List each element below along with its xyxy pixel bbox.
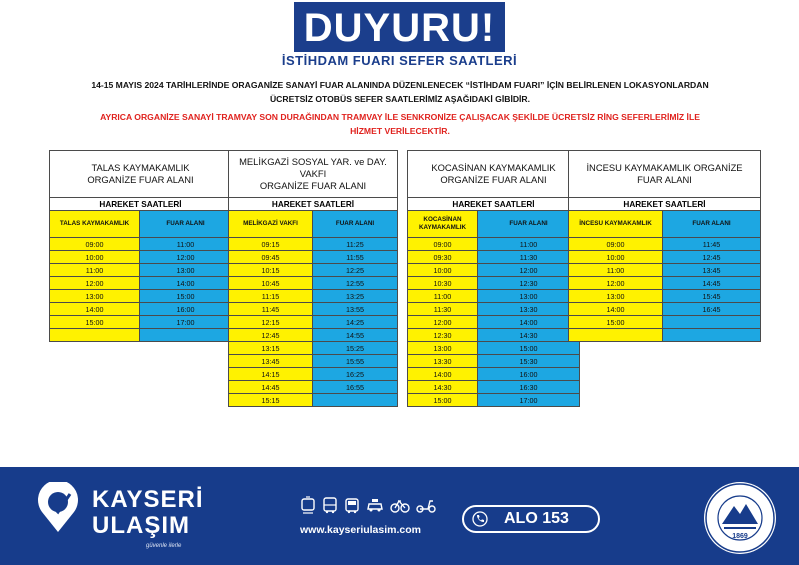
return-time: 14:00 — [478, 316, 580, 329]
table-row — [229, 303, 398, 316]
departure-time: 14:00 — [50, 303, 140, 316]
table-title — [569, 151, 761, 198]
table-title-line: TALAS KAYMAKAMLIK — [91, 162, 190, 173]
table-title — [408, 151, 580, 198]
table-row — [569, 264, 761, 277]
table-title-line: MELİKGAZİ SOSYAL YAR. ve DAY. — [239, 156, 387, 167]
departure-time: 14:00 — [408, 368, 478, 381]
departure-time: 13:00 — [50, 290, 140, 303]
table-row — [50, 238, 232, 251]
table-row — [229, 329, 398, 342]
table-row — [50, 329, 232, 342]
departure-times-heading: HAREKET SAATLERİ — [408, 198, 580, 211]
logo-text-ulasim: ULAŞIM — [92, 512, 190, 539]
return-time: 13:25 — [313, 290, 398, 303]
return-time: 17:00 — [140, 316, 232, 329]
table-row — [408, 381, 580, 394]
column-header-destination: FUAR ALANI — [140, 211, 232, 238]
return-time — [663, 316, 761, 329]
location-pin-logo-icon — [36, 482, 80, 534]
table-row — [408, 277, 580, 290]
table-row — [569, 277, 761, 290]
bus-icon — [344, 496, 360, 514]
table-row — [569, 329, 761, 342]
return-time: 11:00 — [140, 238, 232, 251]
return-time: 13:00 — [478, 290, 580, 303]
departure-time: 12:00 — [50, 277, 140, 290]
column-header-origin: MELİKGAZİ VAKFI — [229, 211, 313, 238]
table-row — [229, 394, 398, 407]
table-row — [408, 251, 580, 264]
table-row — [408, 303, 580, 316]
return-time — [663, 329, 761, 342]
departure-time: 10:00 — [408, 264, 478, 277]
return-time: 16:55 — [313, 381, 398, 394]
table-row — [229, 251, 398, 264]
intro-text — [20, 78, 780, 106]
departure-time: 12:15 — [229, 316, 313, 329]
table-title-line: ORGANİZE FUAR ALANI — [440, 174, 547, 185]
return-time: 16:45 — [663, 303, 761, 316]
notice-line-1: AYRICA ORGANİZE SANAYİ TRAMVAY SON DURAĞINDAN TRAMVAY İLE SENKRONİZE ÇALIŞACAK ŞEKİLDE ÜCRETSİZ RİNG SEFERLERİMİZ İLE — [100, 112, 700, 122]
column-header-destination: FUAR ALANI — [313, 211, 398, 238]
column-header-origin: TALAS KAYMAKAMLIK — [50, 211, 140, 238]
logo-text-kayseri: KAYSERİ — [92, 486, 204, 513]
departure-time — [50, 329, 140, 342]
column-header-destination: FUAR ALANI — [663, 211, 761, 238]
return-time: 11:45 — [663, 238, 761, 251]
table-title — [50, 151, 232, 198]
departure-time: 10:00 — [569, 251, 663, 264]
return-time: 12:55 — [313, 277, 398, 290]
departure-time: 11:00 — [569, 264, 663, 277]
departure-time: 11:00 — [408, 290, 478, 303]
table-row — [50, 251, 232, 264]
notice-line-2: HİZMET VERİLECEKTİR. — [350, 126, 450, 136]
table-title-line: FUAR ALANI — [637, 174, 692, 185]
table-row — [229, 368, 398, 381]
tram-notice — [20, 110, 780, 138]
departure-time: 10:00 — [50, 251, 140, 264]
page-subtitle: İSTİHDAM FUARI SEFER SAATLERİ — [281, 53, 518, 68]
departure-time: 12:00 — [569, 277, 663, 290]
return-time: 15:00 — [140, 290, 232, 303]
return-time: 15:45 — [663, 290, 761, 303]
seal-year: 1869 — [732, 533, 748, 540]
transport-icons — [300, 496, 436, 514]
return-time: 15:25 — [313, 342, 398, 355]
departure-times-heading: HAREKET SAATLERİ — [229, 198, 398, 211]
table-row — [229, 381, 398, 394]
bicycle-icon — [390, 496, 410, 514]
return-time: 12:25 — [313, 264, 398, 277]
table-row — [229, 316, 398, 329]
departure-time: 09:15 — [229, 238, 313, 251]
schedule-table — [407, 150, 580, 407]
table-row — [50, 303, 232, 316]
intro-line-2: ÜCRETSİZ OTOBÜS SEFER SAATLERİMİZ AŞAĞIDAKİ GİBİDİR. — [269, 94, 531, 104]
return-time: 12:45 — [663, 251, 761, 264]
table-row — [569, 238, 761, 251]
table-row — [229, 290, 398, 303]
table-row — [408, 368, 580, 381]
departure-time: 11:30 — [408, 303, 478, 316]
table-row — [408, 316, 580, 329]
column-header-destination: FUAR ALANI — [478, 211, 580, 238]
departure-time: 15:00 — [50, 316, 140, 329]
table-row — [229, 277, 398, 290]
departure-time: 11:00 — [50, 264, 140, 277]
departure-time: 11:45 — [229, 303, 313, 316]
departure-time: 13:15 — [229, 342, 313, 355]
departure-time: 09:00 — [569, 238, 663, 251]
return-time: 14:00 — [140, 277, 232, 290]
return-time: 15:00 — [478, 342, 580, 355]
table-row — [229, 355, 398, 368]
return-time: 17:00 — [478, 394, 580, 407]
table-row — [408, 355, 580, 368]
tram-icon — [300, 496, 316, 514]
departure-time: 15:00 — [408, 394, 478, 407]
return-time: 13:45 — [663, 264, 761, 277]
table-row — [229, 238, 398, 251]
table-title-line: İNCESU KAYMAKAMLIK ORGANİZE — [586, 162, 743, 173]
departure-time: 09:00 — [50, 238, 140, 251]
departure-time: 13:00 — [569, 290, 663, 303]
return-time: 11:00 — [478, 238, 580, 251]
departure-time: 12:30 — [408, 329, 478, 342]
departure-time: 14:30 — [408, 381, 478, 394]
return-time: 16:30 — [478, 381, 580, 394]
departure-time: 09:45 — [229, 251, 313, 264]
return-time — [140, 329, 232, 342]
departure-time: 12:00 — [408, 316, 478, 329]
bus-icon — [322, 496, 338, 514]
table-row — [50, 264, 232, 277]
return-time: 13:00 — [140, 264, 232, 277]
return-time: 14:30 — [478, 329, 580, 342]
table-title-line: ORGANİZE FUAR ALANI — [87, 174, 194, 185]
table-row — [50, 277, 232, 290]
table-row — [569, 316, 761, 329]
table-title-line: VAKFI — [299, 168, 327, 179]
return-time — [313, 394, 398, 407]
table-row — [408, 238, 580, 251]
departure-time: 14:00 — [569, 303, 663, 316]
scooter-icon — [416, 496, 436, 514]
return-time: 16:25 — [313, 368, 398, 381]
table-row — [408, 264, 580, 277]
departure-time — [569, 329, 663, 342]
taxi-icon — [366, 496, 384, 514]
municipality-seal-icon — [702, 480, 778, 556]
intro-line-1: 14-15 MAYIS 2024 TARİHLERİNDE ORAGANİZE SANAYİ FUAR ALANINDA DÜZENLENECEK “İSTİHDAM FUARI” İÇİN BELİRLENEN LOKASYONLARDAN — [91, 80, 709, 90]
departure-time: 13:00 — [408, 342, 478, 355]
departure-time: 10:15 — [229, 264, 313, 277]
table-row — [569, 303, 761, 316]
departure-time: 10:30 — [408, 277, 478, 290]
table-row — [229, 342, 398, 355]
hotline-number: ALO 153 — [504, 510, 569, 527]
announcement-banner: DUYURU! — [294, 2, 505, 52]
departure-time: 13:45 — [229, 355, 313, 368]
schedule-table — [228, 150, 398, 407]
return-time: 13:30 — [478, 303, 580, 316]
departure-time: 10:45 — [229, 277, 313, 290]
departure-times-heading: HAREKET SAATLERİ — [569, 198, 761, 211]
return-time: 16:00 — [140, 303, 232, 316]
return-time: 14:25 — [313, 316, 398, 329]
return-time: 16:00 — [478, 368, 580, 381]
table-row — [50, 290, 232, 303]
schedule-table — [568, 150, 761, 342]
return-time: 12:00 — [140, 251, 232, 264]
departure-time: 09:00 — [408, 238, 478, 251]
departure-time: 15:00 — [569, 316, 663, 329]
departure-time: 13:30 — [408, 355, 478, 368]
table-row — [408, 329, 580, 342]
column-header-origin: KOCASİNAN KAYMAKAMLIK — [408, 211, 478, 238]
hotline-badge[interactable] — [462, 505, 600, 533]
table-title-line: KOCASİNAN KAYMAKAMLIK — [431, 162, 556, 173]
return-time: 12:00 — [478, 264, 580, 277]
return-time: 12:30 — [478, 277, 580, 290]
table-row — [408, 394, 580, 407]
column-header-origin: İNCESU KAYMAKAMLIK — [569, 211, 663, 238]
table-title — [229, 151, 398, 198]
return-time: 13:55 — [313, 303, 398, 316]
return-time: 15:55 — [313, 355, 398, 368]
departure-time: 12:45 — [229, 329, 313, 342]
table-row — [569, 251, 761, 264]
logo-tagline: güvenle ilerle — [146, 543, 182, 549]
departure-times-heading: HAREKET SAATLERİ — [50, 198, 232, 211]
table-row — [408, 342, 580, 355]
departure-time: 14:15 — [229, 368, 313, 381]
website-link[interactable]: www.kayseriulasim.com — [300, 524, 422, 536]
phone-icon — [472, 511, 488, 527]
return-time: 11:55 — [313, 251, 398, 264]
departure-time: 14:45 — [229, 381, 313, 394]
schedule-table — [49, 150, 232, 342]
table-title-line: ORGANİZE FUAR ALANI — [259, 180, 367, 191]
departure-time: 11:15 — [229, 290, 313, 303]
return-time: 15:30 — [478, 355, 580, 368]
departure-time: 09:30 — [408, 251, 478, 264]
table-row — [569, 290, 761, 303]
return-time: 11:30 — [478, 251, 580, 264]
table-row — [229, 264, 398, 277]
return-time: 11:25 — [313, 238, 398, 251]
return-time: 14:45 — [663, 277, 761, 290]
return-time: 14:55 — [313, 329, 398, 342]
departure-time: 15:15 — [229, 394, 313, 407]
table-row — [408, 290, 580, 303]
table-row — [50, 316, 232, 329]
